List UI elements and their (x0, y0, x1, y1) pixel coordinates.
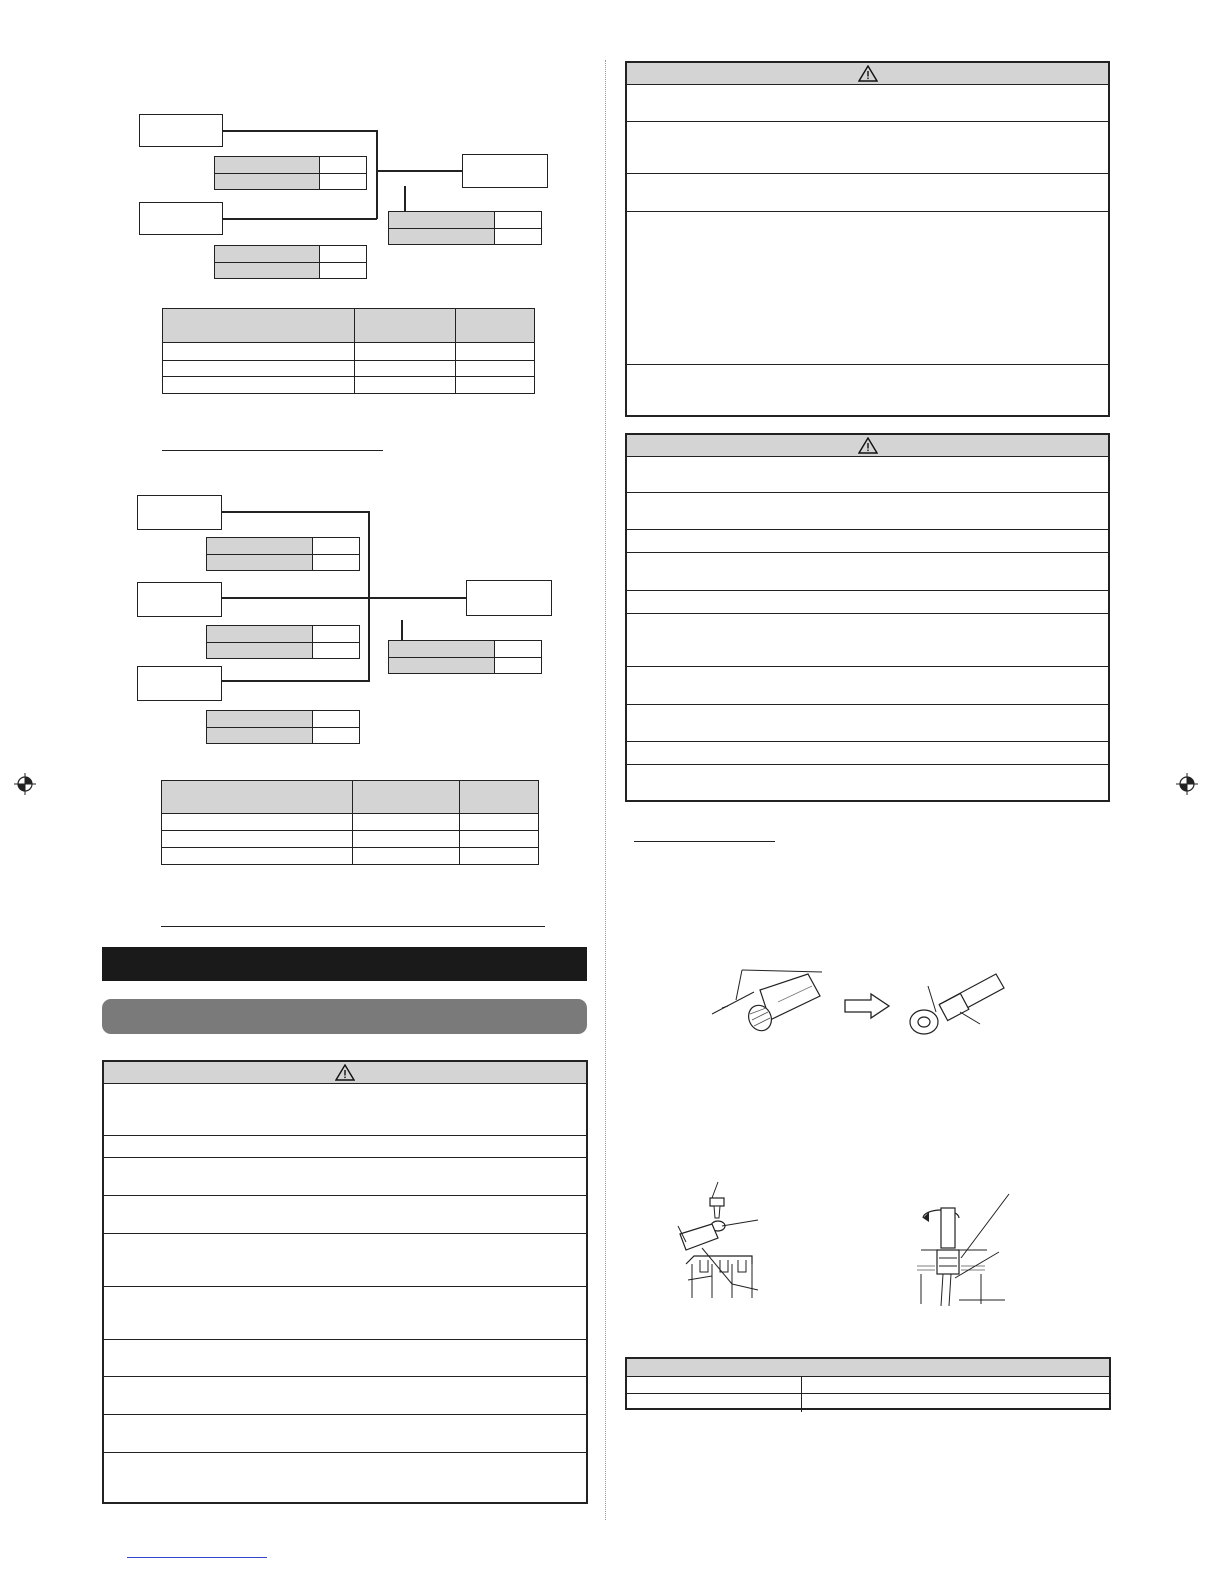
unit-box (139, 202, 223, 235)
link-underline[interactable] (127, 1557, 267, 1558)
unit-box (462, 154, 548, 188)
wire-stripping-figure (700, 962, 830, 1047)
registration-mark-icon (1176, 773, 1198, 795)
warning-box-header (627, 435, 1108, 457)
warning-triangle-icon (858, 437, 878, 454)
ring-terminal-figure (900, 964, 1020, 1044)
warning-triangle-icon (335, 1064, 355, 1081)
spec-table-2 (161, 780, 539, 865)
column-divider (605, 60, 606, 1520)
spec-table-1 (162, 308, 535, 394)
screw-tightening-figure (915, 1188, 1025, 1308)
registration-mark-icon (14, 773, 36, 795)
unit-box (137, 495, 222, 530)
unit-box (139, 114, 223, 147)
text-underline (634, 841, 775, 842)
text-underline (162, 450, 383, 451)
text-underline (161, 926, 545, 927)
warning-box-1 (625, 61, 1110, 417)
warning-triangle-icon (858, 65, 878, 82)
terminal-block-figure (672, 1180, 772, 1305)
caution-box-header (104, 1062, 586, 1084)
arrow-right-icon (843, 992, 891, 1020)
unit-box (137, 582, 222, 617)
warning-box-header (627, 63, 1108, 85)
unit-box (466, 580, 552, 616)
warning-box-2 (625, 433, 1110, 802)
subsection-heading-bar (102, 999, 587, 1034)
spec-table-3 (625, 1357, 1111, 1410)
section-heading-bar (102, 947, 587, 981)
caution-box (102, 1060, 588, 1504)
unit-box (137, 666, 222, 701)
